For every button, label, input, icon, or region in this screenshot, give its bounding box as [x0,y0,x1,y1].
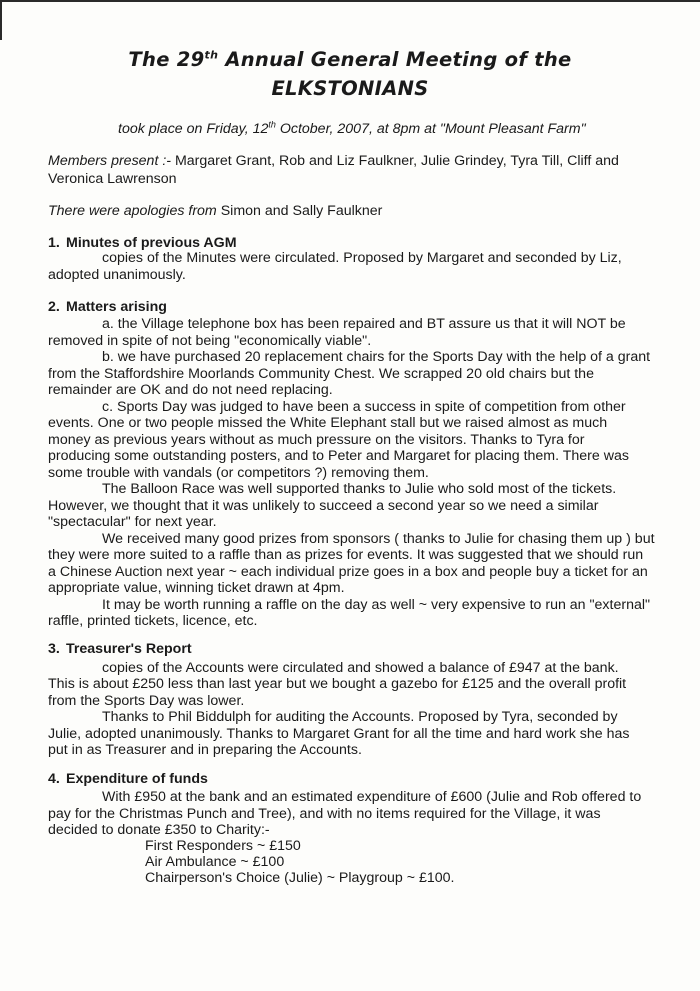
paragraph-line: raffle, printed tickets, licence, etc. [48,613,258,629]
charity-item: Chairperson's Choice (Julie) ~ Playgroup ~ £100. [145,870,455,886]
paragraph-line: This is about £250 less than last year but we bought a gazebo for £125 and the overall profit [48,676,627,692]
paragraph-line: With £950 at the bank and an estimated expenditure of £600 (Julie and Rob offered to [102,789,642,805]
paragraph-line: a Chinese Auction next year ~ each individual prize goes in a box and people buy a ticket for an [48,564,648,580]
paragraph-line: copies of the Accounts were circulated and showed a balance of £947 at the bank. [102,660,619,676]
charity-item: Air Ambulance ~ £100 [145,854,285,870]
members-present: Members present :- Margaret Grant, Rob and Liz Faulkner, Julie Grindey, Tyra Till, Cliff and [48,153,619,169]
paragraph-line: producing some outstanding posters, and to Peter and Margaret for placing them. There was [48,448,629,464]
paragraph-line: from the Staffordshire Moorlands Community Chest. We scrapped 20 old chairs but the [48,366,594,382]
paragraph-line: We received many good prizes from sponsors ( thanks to Julie for chasing them up ) but [102,531,655,547]
apologies: There were apologies from Simon and Sally Faulkner [48,203,383,219]
charity-item: First Responders ~ £150 [145,838,301,854]
paragraph-line: It may be worth running a raffle on the day as well ~ very expensive to run an "external" [102,597,651,613]
paragraph-line: put in as Treasurer and in preparing the Accounts. [48,742,362,758]
meeting-details: took place on Friday, 12th October, 2007, at 8pm at "Mount Pleasant Farm" [118,119,586,137]
section-heading-matters-arising: 2. Matters arising [48,299,167,315]
paragraph-line: The Balloon Race was well supported thanks to Julie who sold most of the tickets. [102,481,617,497]
paragraph-line: pay for the Christmas Punch and Tree), and with no items required for the Village, it was [48,806,601,822]
paragraph-line: some trouble with vandals (or competitors ?) removing them. [48,465,429,481]
document-title-line2: ELKSTONIANS [271,77,429,100]
paragraph-line: b. we have purchased 20 replacement chairs for the Sports Day with the help of a grant [102,349,651,365]
paragraph-line: money as previous years without as much pressure on the visitors. Thanks to Tyra for [48,432,585,448]
paragraph-line: copies of the Minutes were circulated. Proposed by Margaret and seconded by Liz, [102,250,622,266]
paragraph-line: However, we thought that it was unlikely to succeed a second year so we need a similar [48,498,599,514]
paragraph-line: removed in spite of not being "economically viable". [48,333,372,349]
paragraph-line: Thanks to Phil Biddulph for auditing the Accounts. Proposed by Tyra, seconded by [102,709,618,725]
members-present-cont: Veronica Lawrenson [48,171,177,187]
paragraph-line: Julie, adopted unanimously. Thanks to Margaret Grant for all the time and hard work she has [48,726,630,742]
section-heading-treasurers-report: 3. Treasurer's Report [48,641,192,657]
paragraph-line: "spectacular" for next year. [48,514,217,530]
section-heading-minutes: 1. Minutes of previous AGM [48,235,237,251]
paragraph-line: from the Sports Day was lower. [48,693,245,709]
paragraph-line: they were more suited to a raffle than as prizes for events. It was suggested that we should run [48,547,644,563]
scan-edge [0,0,2,40]
section-heading-expenditure: 4. Expenditure of funds [48,771,208,787]
paragraph-line: adopted unanimously. [48,267,186,283]
paragraph-line: remainder are OK and do not need replacing. [48,382,333,398]
scan-edge [0,0,700,2]
paragraph-line: events. One or two people missed the White Elephant stall but we raised almost as much [48,415,608,431]
paragraph-line: a. the Village telephone box has been repaired and BT assure us that it will NOT be [102,316,626,332]
document-title-line1: The 29th Annual General Meeting of the [128,48,572,71]
paragraph-line: decided to donate £350 to Charity:- [48,822,270,838]
paragraph-line: appropriate value, winning ticket drawn at 4pm. [48,580,345,596]
paragraph-line: c. Sports Day was judged to have been a success in spite of competition from other [102,399,626,415]
